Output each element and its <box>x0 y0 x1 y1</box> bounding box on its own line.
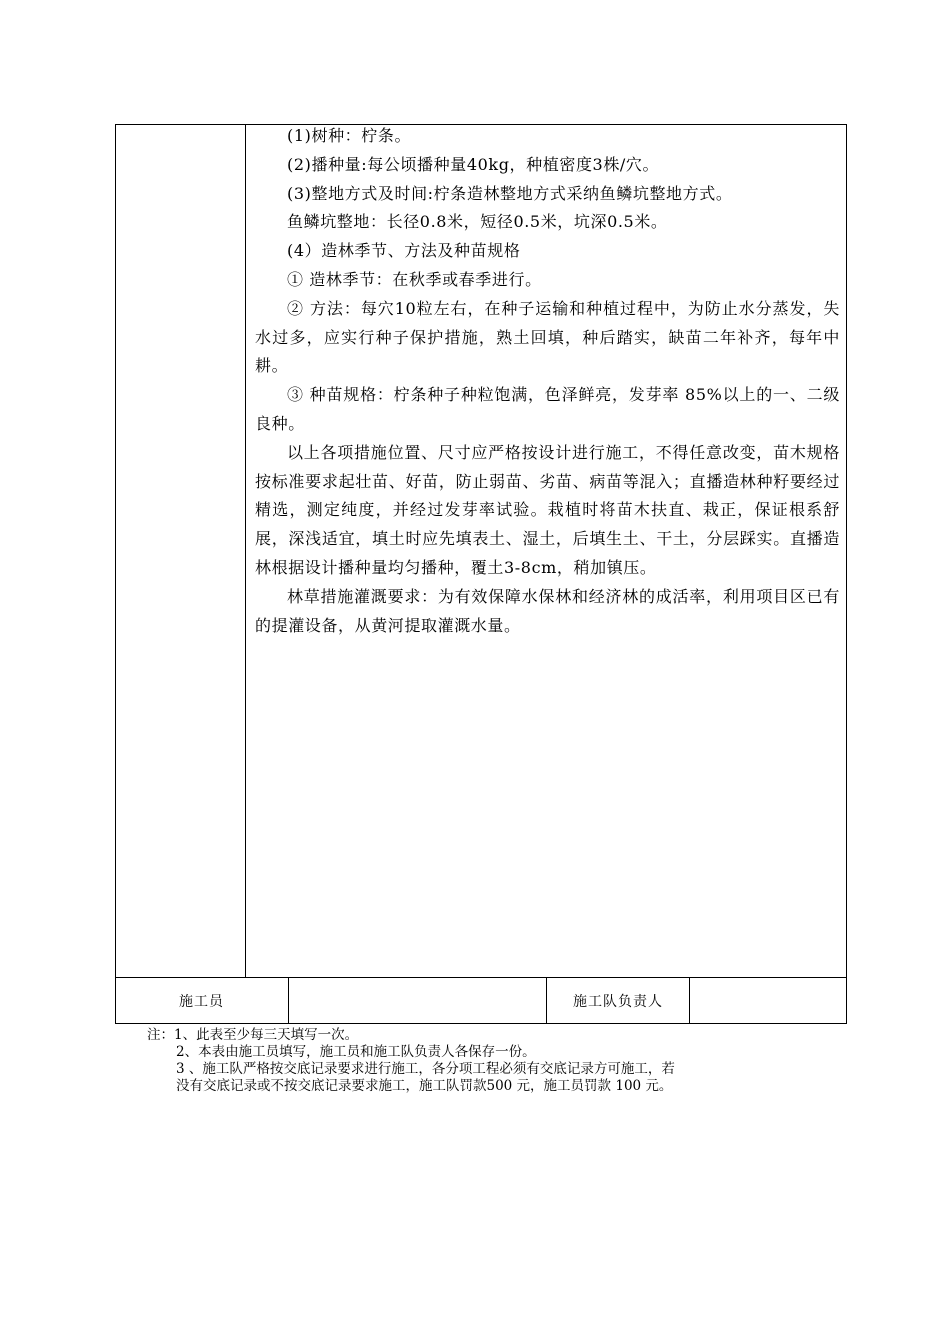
paragraph-irrigation: 林草措施灌溉要求：为有效保障水保林和经济林的成活率，利用项目区已有的提灌设备，从黄河提取灌溉水量。 <box>255 586 840 635</box>
paragraph-tree-species: (1)树种：柠条。 <box>287 126 412 145</box>
notes-section <box>147 1027 837 1095</box>
paragraph-fish-scale-pit: 鱼鳞坑整地：长径0.8米，短径0.5米，坑深0.5米。 <box>287 212 668 232</box>
paragraph-method: ② 方法：每穴10粒左右，在种子运输和种植过程中，为防止水分蒸发，失水过多，应实行种子保护措施，熟土回填，种后踏实，缺苗二年补齐，每年中耕。 <box>255 298 840 376</box>
technical-content <box>255 124 840 640</box>
paragraph-season-method-heading: (4）造林季节、方法及种苗规格 <box>287 241 521 261</box>
note-line-3: 3 、施工队严格按交底记录要求进行施工，各分项工程必须有交底记录方可施工，若 <box>176 1061 675 1077</box>
paragraph-construction-requirements: 以上各项措施位置、尺寸应严格按设计进行施工，不得任意改变，苗木规格按标准要求起壮苗、好苗，防止弱苗、劣苗、病苗等混入；直播造林种籽要经过精选，测定纯度，并经过发芽率试验。栽植时将苗木扶直、栽正，保证根系舒展，深浅适宜，填土时应先填表土、湿土，后填生土、干土，分层踩实。直播造林根据设计播种量均匀播种，覆土3-8cm，稍加镇压。 <box>255 442 840 577</box>
paragraph-seeding-rate: (2)播种量:每公顷播种量40kg，种植密度3株/穴。 <box>287 154 660 174</box>
footer-label-team-leader: 施工队负责人 <box>573 994 663 1010</box>
paragraph-seed-spec: ③ 种苗规格：柠条种子种粒饱满，色泽鲜亮，发芽率 85%以上的一、二级良种。 <box>255 385 840 433</box>
note-line-2: 2、本表由施工员填写，施工员和施工队负责人各保存一份。 <box>176 1044 536 1060</box>
table-divider-left-column <box>245 124 246 978</box>
paragraph-site-preparation: (3)整地方式及时间:柠条造林整地方式采纳鱼鳞坑整地方式。 <box>287 183 733 203</box>
note-line-4: 没有交底记录或不按交底记录要求施工，施工队罚款500 元，施工员罚款 100 元。 <box>176 1078 673 1094</box>
footer-value-team-leader <box>690 978 847 1024</box>
footer-value-constructor <box>289 978 546 1024</box>
paragraph-season: ① 造林季节：在秋季或春季进行。 <box>287 269 542 289</box>
footer-label-constructor: 施工员 <box>179 994 224 1010</box>
note-line-1: 注：1、此表至少每三天填写一次。 <box>147 1027 359 1043</box>
